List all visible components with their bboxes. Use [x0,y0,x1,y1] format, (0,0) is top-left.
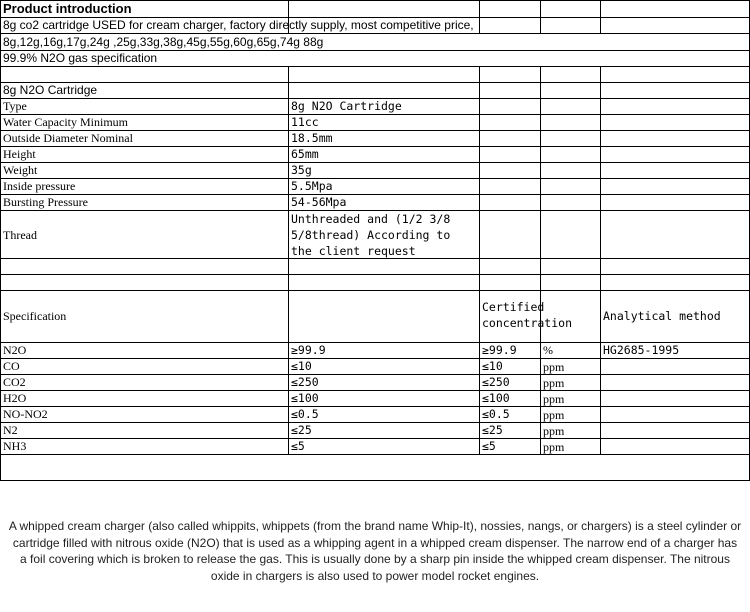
gas-name: NO-NO2 [3,407,48,421]
property-label: Weight [3,163,38,177]
gas-name: CO [3,359,20,373]
gas-concentration: ≤25 [482,423,503,437]
grid-line [0,358,750,359]
intro-line: 8g co2 cartridge USED for cream charger, factory directly supply, most competitive price, [3,18,474,32]
intro-line: 99.9% N2O gas specification [3,51,158,65]
grid-line [0,374,750,375]
property-label: Height [3,147,36,161]
gas-unit: ppm [543,392,565,406]
gas-unit: ppm [543,408,565,422]
gas-spec: ≤0.5 [291,407,319,421]
grid-line [0,274,750,275]
gas-concentration: ≤0.5 [482,407,510,421]
gas-concentration: ≤5 [482,439,496,453]
grid-line [0,82,750,83]
gas-unit: % [543,343,553,357]
intro-line: 8g,12g,16g,17g,24g ,25g,33g,38g,45g,55g,60g,65g,74g 88g [3,35,324,49]
gas-unit: ppm [543,360,565,374]
gas-name: N2 [3,423,18,437]
gas-name: H2O [3,391,27,405]
grid-line [0,454,750,455]
grid-line [0,0,1,480]
property-label: Inside pressure [3,179,76,193]
grid-line [0,406,750,407]
gas-spec: ≤250 [291,375,319,389]
property-value: 8g N2O Cartridge [291,99,402,113]
gas-name: NH3 [3,439,27,453]
property-label: Type [3,99,27,113]
section-heading: 8g N2O Cartridge [3,83,98,97]
gas-spec: ≤100 [291,391,319,405]
grid-line [0,66,750,67]
grid-line [540,66,541,454]
column-header-method: Analytical method [603,309,721,323]
gas-method: HG2685-1995 [603,343,680,357]
property-label: Bursting Pressure [3,195,88,209]
grid-line [0,422,750,423]
gas-spec: ≥99.9 [291,343,326,357]
gas-concentration: ≤100 [482,391,510,405]
grid-line [600,66,601,454]
gas-unit: ppm [543,376,565,390]
property-value: 5.5Mpa [291,179,333,193]
gas-concentration: ≤250 [482,375,510,389]
grid-line [0,390,750,391]
property-value: 18.5mm [291,131,333,145]
grid-line [479,66,480,454]
grid-line [0,162,750,163]
grid-line [0,178,750,179]
column-header-specification: Specification [3,309,67,323]
gas-name: N2O [3,343,27,357]
grid-line [288,66,289,454]
property-value: 35g [291,163,312,177]
gas-concentration: ≤10 [482,359,503,373]
description-paragraph: A whipped cream charger (also called whippits, whippets (from the brand name Whip-It), nossies, nangs, or chargers) is a steel cylinder or cartridge filled with nitrous oxide (N2O) that is used as a whipping agent in a whipped cream dispenser. The narrow end of a charger has a foil covering which is broken to release the gas. This is usually done by a sharp pin inside the whipped cream dispenser. The nitrous oxide in chargers is also used to power model rocket engines. [8,519,742,583]
grid-line [0,438,750,439]
grid-line [0,480,750,481]
gas-name: CO2 [3,375,26,389]
property-value: 54-56Mpa [291,195,347,209]
grid-line [0,194,750,195]
grid-line [0,146,750,147]
gas-spec: ≤5 [291,439,305,453]
property-label: Outside Diameter Nominal [3,131,133,145]
property-label: Water Capacity Minimum [3,115,129,129]
column-header-concentration: Certified concentration [482,300,573,330]
property-value: Unthreaded and (1/2 3/8 5/8thread) According to the client request [291,212,451,258]
gas-unit: ppm [543,424,565,438]
gas-spec: ≤10 [291,359,312,373]
gas-concentration: ≥99.9 [482,343,517,357]
property-value: 11cc [291,115,319,129]
property-value: 65mm [291,147,319,161]
grid-line [0,290,750,291]
gas-unit: ppm [543,440,565,454]
property-label: Thread [3,228,37,242]
page-title: Product introduction [3,1,132,16]
gas-spec: ≤25 [291,423,312,437]
